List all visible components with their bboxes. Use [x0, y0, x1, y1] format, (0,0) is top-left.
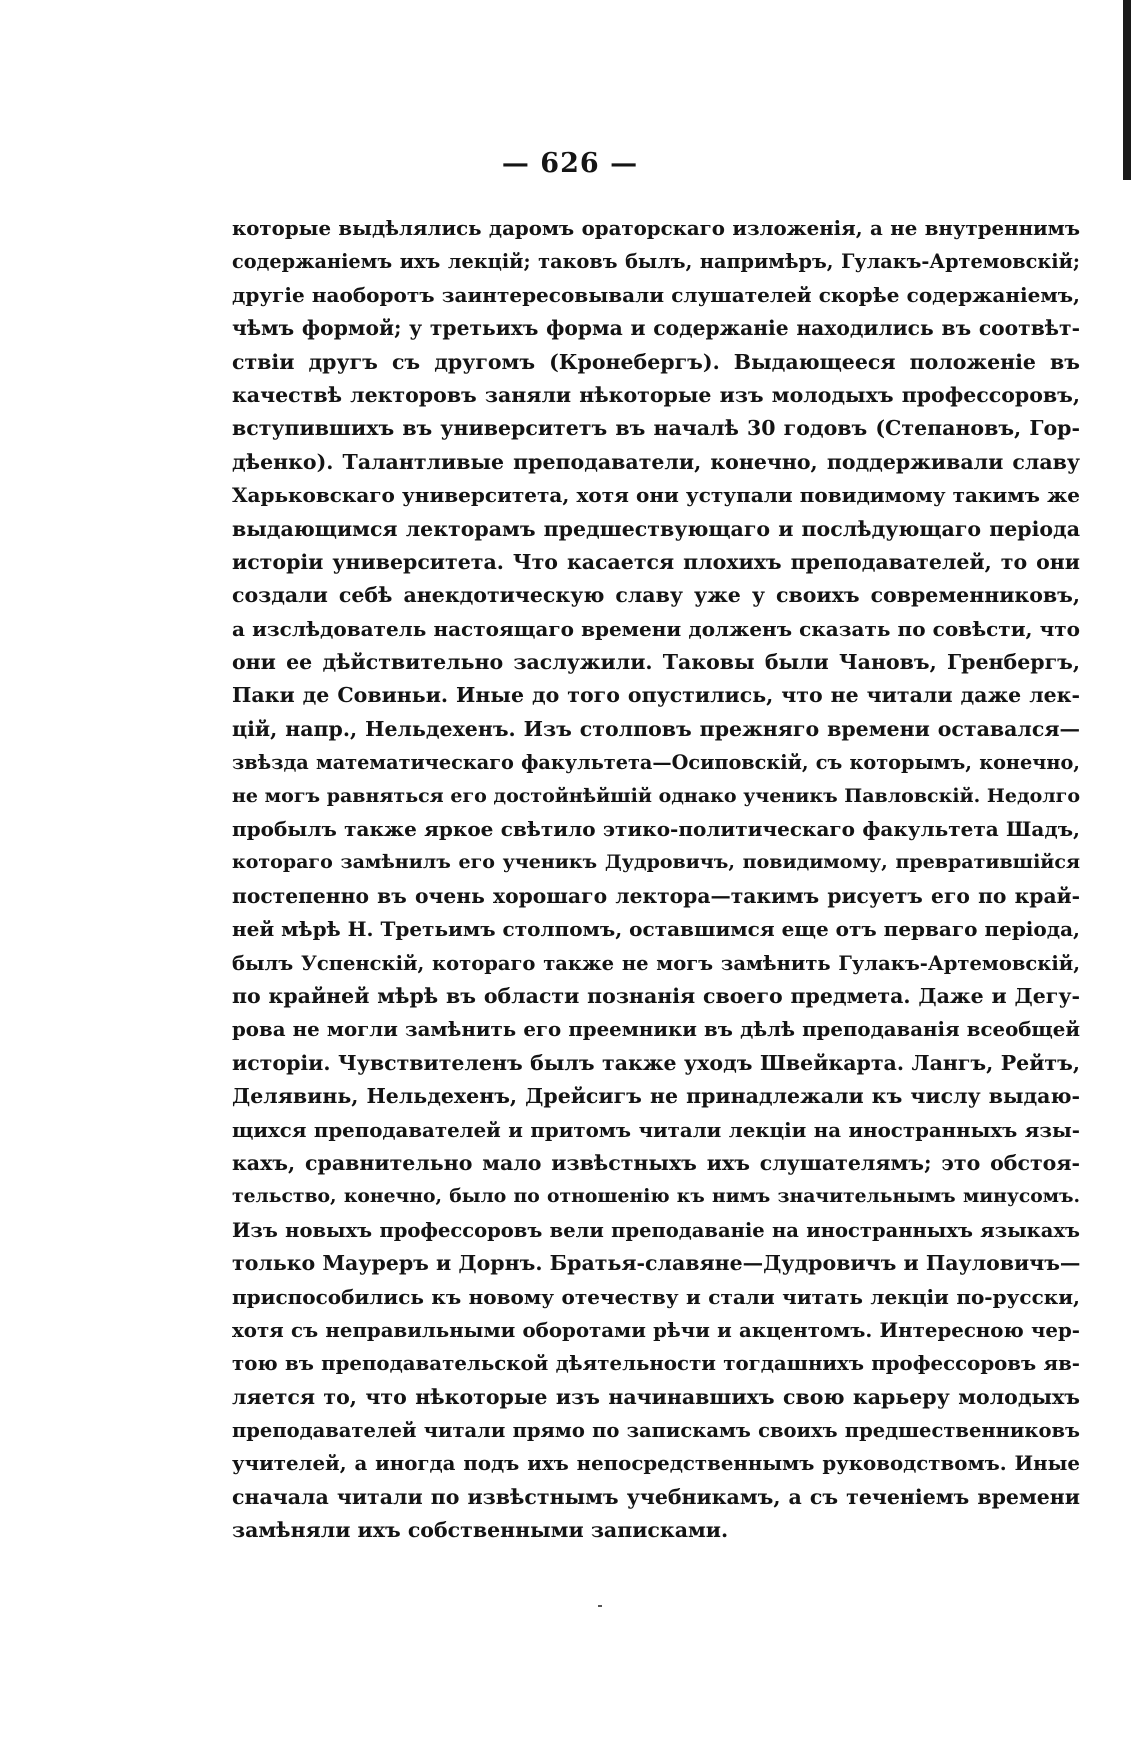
text-line: кахъ, сравнительно мало извѣстныхъ ихъ слушателямъ; это обстоя-: [232, 1150, 1080, 1175]
text-line: ляется то, что нѣкоторые изъ начинавшихъ свою карьеру молодыхъ: [232, 1384, 1080, 1409]
text-line: вступившихъ въ университетъ въ началѣ 30 годовъ (Степановъ, Гор-: [232, 416, 1080, 441]
text-line: былъ Успенскій, котораго также не могъ замѣнить Гулакъ-Артемовскій,: [232, 951, 1080, 975]
text-line: качествѣ лекторовъ заняли нѣкоторые изъ молодыхъ профессоровъ,: [232, 382, 1080, 407]
text-line: исторіи. Чувствителенъ былъ также уходъ Швейкарта. Лангъ, Рейтъ,: [232, 1050, 1080, 1075]
scan-speck: [598, 1605, 602, 1607]
text-line: содержаніемъ ихъ лекцій; таковъ былъ, напримѣръ, Гулакъ-Артемовскій;: [232, 250, 1080, 274]
text-line: Паки де Совиньи. Иные до того опустились, что не читали даже лек-: [232, 683, 1080, 708]
text-line: постепенно въ очень хорошаго лектора—такимъ рисуетъ его по край-: [232, 883, 1080, 908]
text-line: создали себѣ анекдотическую славу уже у своихъ современниковъ,: [232, 583, 1080, 608]
text-line: выдающимся лекторамъ предшествующаго и послѣдующаго періода: [232, 516, 1080, 541]
text-line: цій, напр., Нельдехенъ. Изъ столповъ прежняго времени оставался—: [232, 716, 1080, 741]
text-line: по крайней мѣрѣ въ области познанія своего предмета. Даже и Дегу-: [232, 983, 1080, 1008]
text-line: Делявинь, Нельдехенъ, Дрейсигъ не принадлежали къ числу выдаю-: [232, 1084, 1080, 1109]
text-line: тельство, конечно, было по отношенію къ нимъ значительнымъ минусомъ.: [232, 1185, 1080, 1208]
text-line: преподавателей читали прямо по запискамъ своихъ предшественниковъ: [232, 1419, 1080, 1443]
text-line: рова не могли замѣнить его преемники въ дѣлѣ преподаванія всеобщей: [232, 1017, 1080, 1042]
text-line: только Мауреръ и Дорнъ. Братья-славяне—Дудровичъ и Пауловичъ—: [232, 1251, 1081, 1276]
text-line: а изслѣдователь настоящаго времени долженъ сказать по совѣсти, что: [232, 616, 1080, 641]
text-line: пробылъ также яркое свѣтило этико-политическаго факультета Шадъ,: [232, 817, 1080, 842]
text-line: котораго замѣнилъ его ученикъ Дудровичъ, повидимому, превратившійся: [232, 851, 1080, 874]
text-line: ней мѣрѣ Н. Третьимъ столпомъ, оставшимся еще отъ перваго періода,: [232, 917, 1080, 942]
text-line: щихся преподавателей и притомъ читали лекціи на иностранныхъ язы-: [232, 1117, 1080, 1142]
text-line: Изъ новыхъ профессоровъ вели преподаваніе на иностранныхъ языкахъ: [232, 1218, 1080, 1242]
text-line: не могъ равняться его достойнѣйшій однако ученикъ Павловскій. Недолго: [232, 784, 1080, 807]
text-line: ствіи другъ съ другомъ (Кронебергъ). Выдающееся положеніе въ: [232, 349, 1080, 374]
text-line: учителей, а иногда подъ ихъ непосредственнымъ руководствомъ. Иные: [232, 1451, 1080, 1476]
text-line: приспособились къ новому отечеству и стали читать лекціи по-русски,: [232, 1284, 1080, 1309]
body-text: [232, 212, 1080, 1548]
text-line: дѣенко). Талантливые преподаватели, конечно, поддерживали славу: [232, 449, 1080, 474]
text-line: звѣзда математическаго факультета—Осиповскій, съ которымъ, конечно,: [232, 751, 1080, 775]
text-line: замѣняли ихъ собственными записками.: [232, 1518, 729, 1543]
text-line: сначала читали по извѣстнымъ учебникамъ, а съ теченіемъ времени: [232, 1484, 1080, 1509]
text-line: исторіи университета. Что касается плохихъ преподавателей, то они: [232, 549, 1080, 574]
text-line: тою въ преподавательской дѣятельности тогдашнихъ профессоровъ яв-: [232, 1351, 1080, 1376]
text-line: Харьковскаго университета, хотя они уступали повидимому такимъ же: [232, 483, 1080, 508]
text-line: чѣмъ формой; у третьихъ форма и содержаніе находились въ соотвѣт-: [232, 316, 1080, 341]
text-line: другіе наоборотъ заинтересовывали слушателей скорѣе содержаніемъ,: [232, 282, 1080, 307]
text-line: которые выдѣлялись даромъ ораторскаго изложенія, а не внутреннимъ: [232, 216, 1080, 240]
text-line: они ее дѣйствительно заслужили. Таковы были Чановъ, Гренбергъ,: [232, 650, 1080, 675]
text-line: хотя съ неправильными оборотами рѣчи и акцентомъ. Интересною чер-: [232, 1317, 1080, 1342]
page-number: — 626 —: [501, 148, 639, 179]
